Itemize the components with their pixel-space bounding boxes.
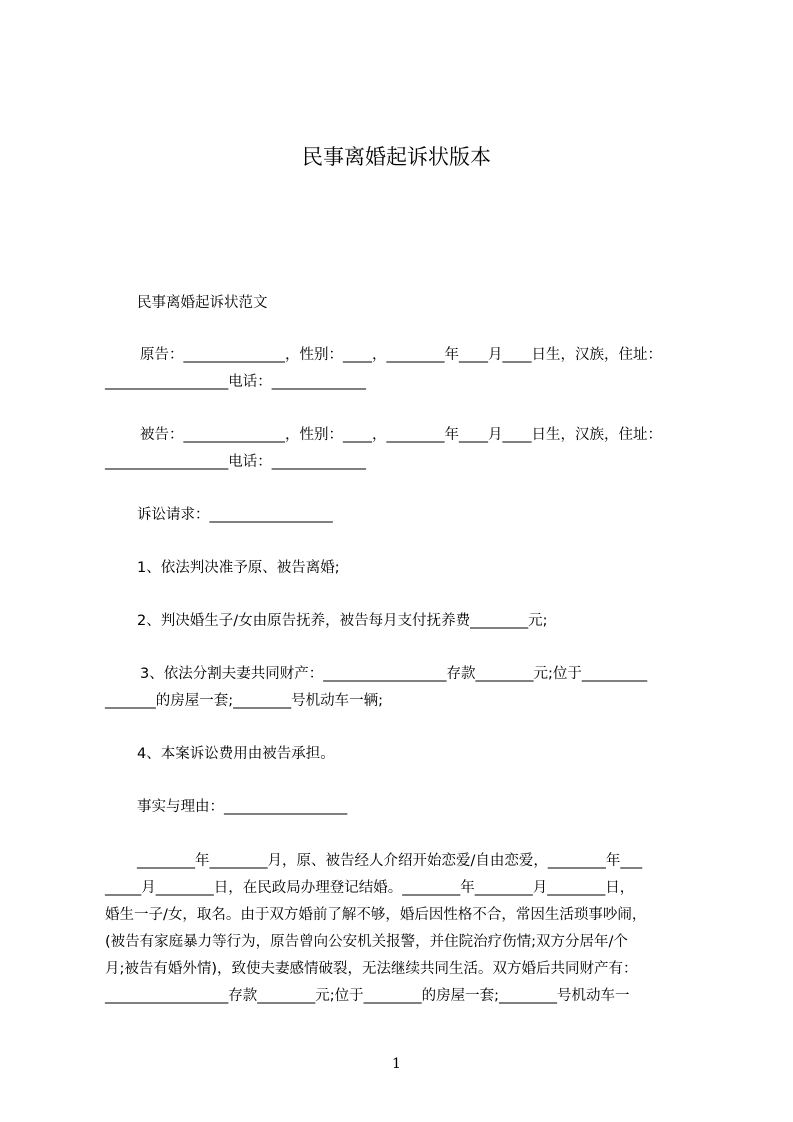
plaintiff-line-1: 原告：______________，性别：____，________年____月____日生，汉族，住址： — [140, 347, 662, 363]
document-subtitle: 民事离婚起诉状范文 — [137, 295, 268, 311]
document-title: 民事离婚起诉状版本 — [302, 145, 491, 169]
plaintiff-line-2: _________________电话：_____________ — [105, 374, 366, 390]
claim-3-line-2: _______的房屋一套;________号机动车一辆; — [105, 693, 384, 709]
claim-3-line-1: 3、依法分割夫妻共同财产：_________________存款________元;位于_________ — [140, 666, 648, 682]
claim-4: 4、本案诉讼费用由被告承担。 — [137, 746, 335, 762]
facts-line: _____月________日，在民政局办理登记结婚。________年________月________日， — [105, 880, 635, 896]
facts-line: ________年________月，原、被告经人介绍开始恋爱/自由恋爱，________年___ — [137, 853, 643, 869]
facts-line: (被告有家庭暴力等行为，原告曾向公安机关报警，并住院治疗伤情;双方分居年/个 — [105, 934, 628, 950]
claims-heading: 诉讼请求：_________________ — [137, 507, 333, 523]
defendant-line-2: _________________电话：_____________ — [105, 454, 366, 470]
claim-1: 1、依法判决准予原、被告离婚; — [137, 560, 340, 576]
facts-heading: 事实与理由：_________________ — [137, 799, 348, 815]
claim-2: 2、判决婚生子/女由原告抚养，被告每月支付抚养费________元; — [137, 613, 548, 629]
facts-line: 婚生一子/女，取名。由于双方婚前了解不够，婚后因性格不合，常因生活琐事吵闹， — [105, 907, 647, 923]
page-number: 1 — [392, 1056, 401, 1072]
defendant-line-1: 被告：______________，性别：____，________年____月____日生，汉族，住址： — [140, 427, 662, 443]
facts-line: 月;被告有婚外情)，致使夫妻感情破裂，无法继续共同生活。双方婚后共同财产有： — [105, 961, 638, 977]
facts-line: _________________存款________元;位于________的房屋一套;________号机动车一 — [105, 988, 630, 1004]
